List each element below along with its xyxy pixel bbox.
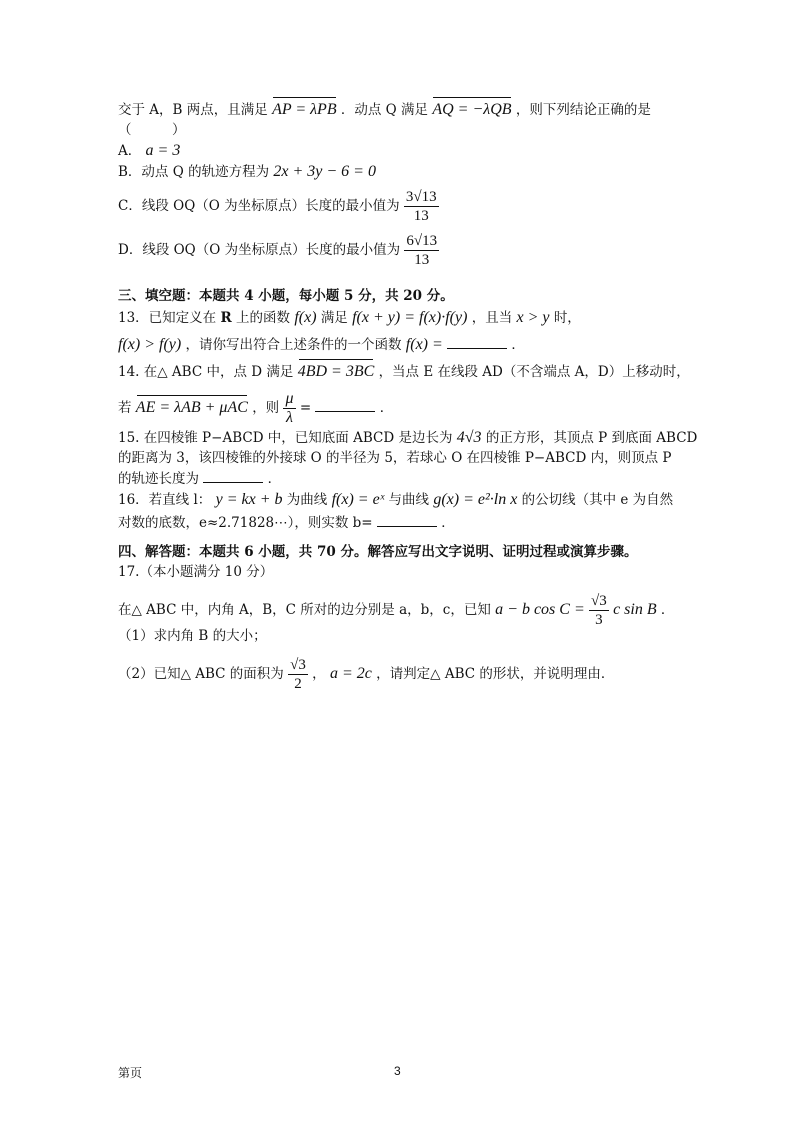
q14-text-b: ，当点 E 在线段 AD（不含端点 A，D）上移动时， bbox=[378, 364, 690, 380]
q17-area-denominator: 2 bbox=[294, 676, 302, 692]
q16-curve-f: f(x) = eˣ bbox=[331, 491, 385, 508]
q13-line-2 bbox=[118, 334, 525, 355]
q17-part-1: （1）求内角 B 的大小； bbox=[118, 628, 267, 644]
q14-fraction bbox=[283, 390, 295, 427]
q17-part-2-text-b: ， bbox=[312, 666, 326, 682]
option-c-fraction bbox=[404, 188, 439, 225]
q13-fx: f(x) bbox=[294, 309, 317, 326]
q17-stem-tail: c sin B bbox=[613, 601, 657, 618]
q15-line-1 bbox=[118, 428, 697, 448]
q16-text-b: 为曲线 bbox=[286, 492, 328, 508]
q17-title: 17.（本小题满分 10 分） bbox=[118, 564, 274, 580]
option-d-fraction bbox=[404, 232, 439, 269]
q13-equation: f(x + y) = f(x)·f(y) bbox=[352, 309, 468, 326]
q14-answer-blank[interactable] bbox=[315, 397, 375, 412]
q15-answer-blank[interactable] bbox=[203, 468, 263, 483]
footer-page-number: 3 bbox=[394, 1064, 401, 1078]
q17-stem-numerator: √3 bbox=[591, 593, 607, 609]
answer-paren: （ ） bbox=[118, 122, 186, 138]
q13-text-f: ，请你写出符合上述条件的一个函数 bbox=[185, 337, 402, 353]
q16-line-equation: y = kx + b bbox=[215, 491, 283, 508]
option-c bbox=[118, 188, 439, 225]
q16-answer-blank[interactable] bbox=[377, 512, 437, 527]
q14-numerator: μ bbox=[285, 390, 294, 407]
q14-line-2 bbox=[118, 390, 393, 427]
q17-area-fraction bbox=[288, 656, 308, 693]
q15-line-3 bbox=[118, 468, 281, 489]
q17-stem-text: 在△ ABC 中，内角 A，B，C 所对的边分别是 a，b，c，已知 bbox=[118, 602, 491, 618]
footer-page-label: 第页 bbox=[118, 1066, 143, 1080]
q16-line-2 bbox=[118, 512, 455, 533]
option-d-numerator: 6√13 bbox=[406, 233, 438, 249]
q17-part-2-math: a = 2c bbox=[329, 665, 372, 682]
q13-inequality: f(x) > f(y) bbox=[118, 336, 182, 353]
q17-stem-denominator: 3 bbox=[595, 612, 603, 628]
q14-vector-1: 4BD = 3BC bbox=[297, 363, 375, 380]
q13-condition: x > y bbox=[516, 309, 550, 326]
q17-area-numerator: √3 bbox=[290, 657, 306, 673]
q13-text-e: 时， bbox=[553, 310, 581, 326]
q14-text-c: 若 bbox=[118, 400, 132, 416]
intro-text-b: ．动点 Q 满足 bbox=[340, 102, 429, 118]
option-d-denominator: 13 bbox=[414, 252, 430, 268]
option-b-math: 2x + 3y − 6 = 0 bbox=[273, 163, 376, 180]
q16-curve-g: g(x) = e²·ln x bbox=[433, 491, 518, 508]
q13-line-1 bbox=[118, 308, 581, 328]
q16-text-d: 的公切线（其中 e 为自然 bbox=[521, 492, 674, 508]
option-b bbox=[118, 162, 376, 182]
q14-text-d: ，则 bbox=[252, 400, 280, 416]
section-3-heading: 三、填空题：本题共 4 小题，每小题 5 分，共 20 分。 bbox=[118, 288, 454, 304]
q17-stem-fraction bbox=[589, 592, 609, 629]
q15-side-length: 4√3 bbox=[456, 429, 482, 446]
q16-text-c: 与曲线 bbox=[388, 492, 430, 508]
q17-stem bbox=[118, 592, 674, 629]
option-a-label: A． bbox=[118, 143, 142, 159]
intro-line-1 bbox=[118, 100, 651, 120]
q13-text-d: ，且当 bbox=[471, 310, 513, 326]
q17-part-2-text-a: （2）已知△ ABC 的面积为 bbox=[118, 666, 284, 682]
q13-text-c: 满足 bbox=[320, 310, 348, 326]
option-d-label: D．线段 OQ（O 为坐标原点）长度的最小值为 bbox=[118, 242, 401, 258]
q14-end: ． bbox=[379, 400, 394, 416]
option-a-math: a = 3 bbox=[145, 142, 181, 159]
q17-stem-end: ． bbox=[660, 602, 675, 618]
q14-vector-2: AE = λAB + μAC bbox=[135, 399, 248, 416]
option-a bbox=[118, 141, 180, 161]
q17-part-2 bbox=[118, 656, 614, 693]
q17-stem-math: a − b cos C = bbox=[495, 601, 585, 618]
q13-answer-blank[interactable] bbox=[447, 334, 507, 349]
q16-end: ． bbox=[441, 515, 455, 531]
option-d bbox=[118, 232, 439, 269]
intro-text-a: 交于 A，B 两点，且满足 bbox=[118, 102, 268, 118]
q15-line-2: 的距离为 3，该四棱锥的外接球 O 的半径为 5，若球心 O 在四棱锥 P−ABCD 内，则顶点 P bbox=[118, 450, 672, 466]
q15-text-c: 的轨迹长度为 bbox=[118, 471, 199, 487]
vector-condition-2: AQ = −λQB bbox=[432, 101, 512, 118]
option-c-denominator: 13 bbox=[413, 208, 429, 224]
q14-denominator: λ bbox=[286, 409, 293, 426]
q13-end: ． bbox=[511, 337, 525, 353]
q14-equals: = bbox=[299, 400, 312, 416]
q13-R: R bbox=[220, 310, 232, 326]
intro-text-c: ，则下列结论正确的是 bbox=[515, 102, 651, 118]
section-4-heading: 四、解答题：本题共 6 小题，共 70 分。解答应写出文字说明、证明过程或演算步骤。 bbox=[118, 544, 638, 560]
q16-text-a: 16．若直线 l： bbox=[118, 492, 212, 508]
option-c-label: C．线段 OQ（O 为坐标原点）长度的最小值为 bbox=[118, 198, 400, 214]
option-b-label: B．动点 Q 的轨迹方程为 bbox=[118, 164, 270, 180]
q15-end: ． bbox=[267, 471, 282, 487]
vector-condition-1: AP = λPB bbox=[272, 101, 337, 118]
q16-line-1 bbox=[118, 490, 673, 510]
option-c-numerator: 3√13 bbox=[405, 189, 437, 205]
q13-answer-fx: f(x) = bbox=[405, 336, 443, 353]
q14-text-a: 14. 在△ ABC 中，点 D 满足 bbox=[118, 364, 294, 380]
q17-part-2-text-c: ，请判定△ ABC 的形状，并说明理由． bbox=[376, 666, 615, 682]
q16-text-e: 对数的底数，e≈2.71828⋯），则实数 b= bbox=[118, 515, 373, 531]
q14-line-1 bbox=[118, 362, 690, 382]
q15-text-a: 15. 在四棱锥 P−ABCD 中，已知底面 ABCD 是边长为 bbox=[118, 430, 453, 446]
q13-text-a: 13．已知定义在 bbox=[118, 310, 217, 326]
q13-text-b: 上的函数 bbox=[236, 310, 291, 326]
q15-text-b: 的正方形，其顶点 P 到底面 ABCD bbox=[485, 430, 698, 446]
